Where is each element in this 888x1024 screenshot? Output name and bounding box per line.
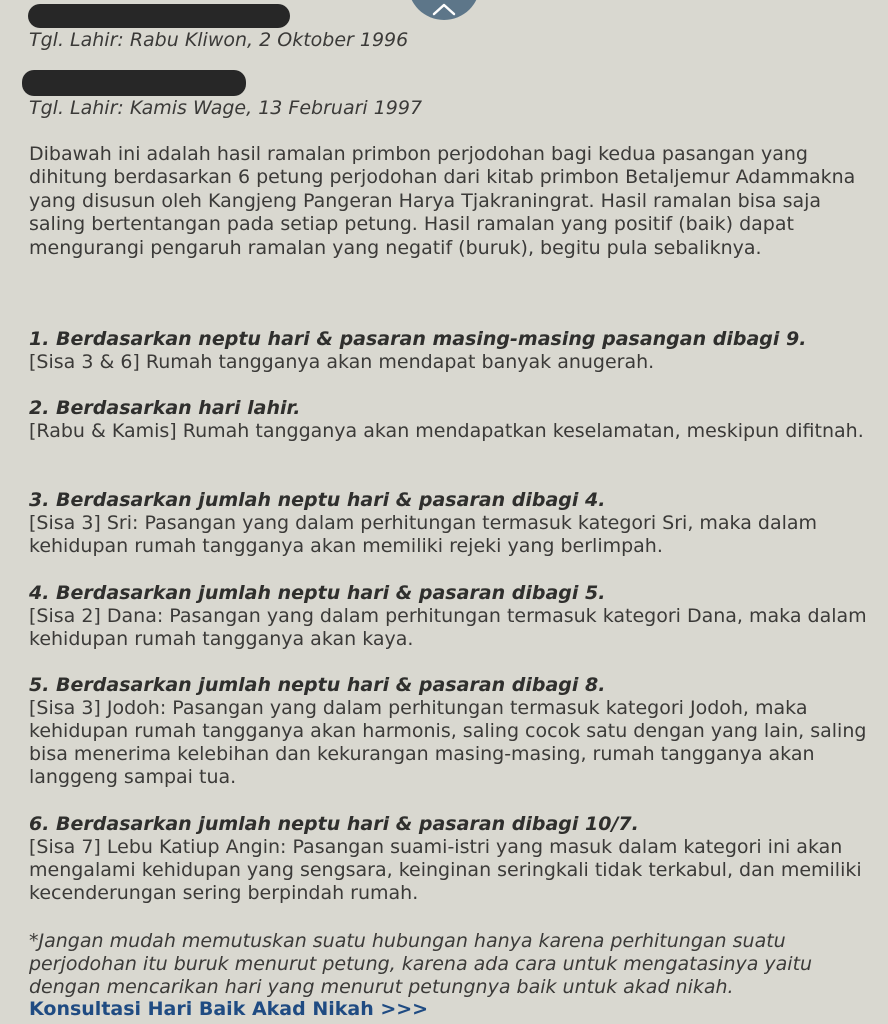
section-title: 2. Berdasarkan hari lahir.: [29, 397, 301, 419]
section-body: [Sisa 3] Jodoh: Pasangan yang dalam perhitungan termasuk kategori Jodoh, maka kehidupan rumah tangganya akan harmonis, saling cocok satu dengan yang lain, saling bisa menerima kelebihan dan kekurangan masing-masing, rumah tangganya akan langgeng sampai tua.: [29, 697, 867, 788]
result-section-1: [29, 328, 869, 374]
redacted-name-1: [28, 4, 290, 28]
section-title: 4. Berdasarkan jumlah neptu hari & pasaran dibagi 5.: [29, 582, 606, 604]
consult-wedding-day-link[interactable]: Konsultasi Hari Baik Akad Nikah >>>: [29, 998, 429, 1020]
section-title: 1. Berdasarkan neptu hari & pasaran masing-masing pasangan dibagi 9.: [29, 328, 807, 350]
intro-paragraph: Dibawah ini adalah hasil ramalan primbon perjodohan bagi kedua pasangan yang dihitung berdasarkan 6 petung perjodohan dari kitab primbon Betaljemur Adammakna yang disusun oleh Kangjeng Pangeran Harya Tjakraningrat. Hasil ramalan bisa saja saling bertentangan pada setiap petung. Hasil ramalan yang positif (baik) dapat mengurangi pengaruh ramalan yang negatif (buruk), begitu pula sebaliknya.: [29, 143, 856, 259]
person2-birth-date: Tgl. Lahir: Kamis Wage, 13 Februari 1997: [29, 97, 423, 119]
section-body: [Sisa 3] Sri: Pasangan yang dalam perhitungan termasuk kategori Sri, maka dalam kehidupan rumah tangganya akan memiliki rejeki yang berlimpah.: [29, 512, 818, 557]
scroll-to-top-button[interactable]: [408, 0, 480, 20]
redacted-name-2: [22, 70, 246, 96]
result-section-5: [29, 674, 869, 789]
section-title: 3. Berdasarkan jumlah neptu hari & pasaran dibagi 4.: [29, 489, 606, 511]
result-section-2: [29, 397, 869, 443]
result-section-4: [29, 582, 869, 651]
section-body: [Rabu & Kamis] Rumah tangganya akan mendapatkan keselamatan, meskipun difitnah.: [29, 420, 864, 442]
section-title: 6. Berdasarkan jumlah neptu hari & pasaran dibagi 10/7.: [29, 813, 639, 835]
result-section-6: [29, 813, 869, 905]
section-body: [Sisa 3 & 6] Rumah tangganya akan mendapat banyak anugerah.: [29, 351, 655, 373]
section-title: 5. Berdasarkan jumlah neptu hari & pasaran dibagi 8.: [29, 674, 606, 696]
result-section-3: [29, 489, 869, 558]
person1-birth-date: Tgl. Lahir: Rabu Kliwon, 2 Oktober 1996: [29, 29, 409, 51]
chevron-up-icon: [432, 2, 456, 16]
section-body: [Sisa 2] Dana: Pasangan yang dalam perhitungan termasuk kategori Dana, maka dalam kehidupan rumah tangganya akan kaya.: [29, 605, 867, 650]
section-body: [Sisa 7] Lebu Katiup Angin: Pasangan suami-istri yang masuk dalam kategori ini akan mengalami kehidupan yang sengsara, keinginan seringkali tidak terkabul, dan memiliki kecenderungan sering berpindah rumah.: [29, 836, 862, 904]
footnote: *Jangan mudah memutuskan suatu hubungan hanya karena perhitungan suatu perjodohan itu buruk menurut petung, karena ada cara untuk mengatasinya yaitu dengan mencarikan hari yang menurut petungnya baik untuk akad nikah.: [29, 930, 813, 998]
